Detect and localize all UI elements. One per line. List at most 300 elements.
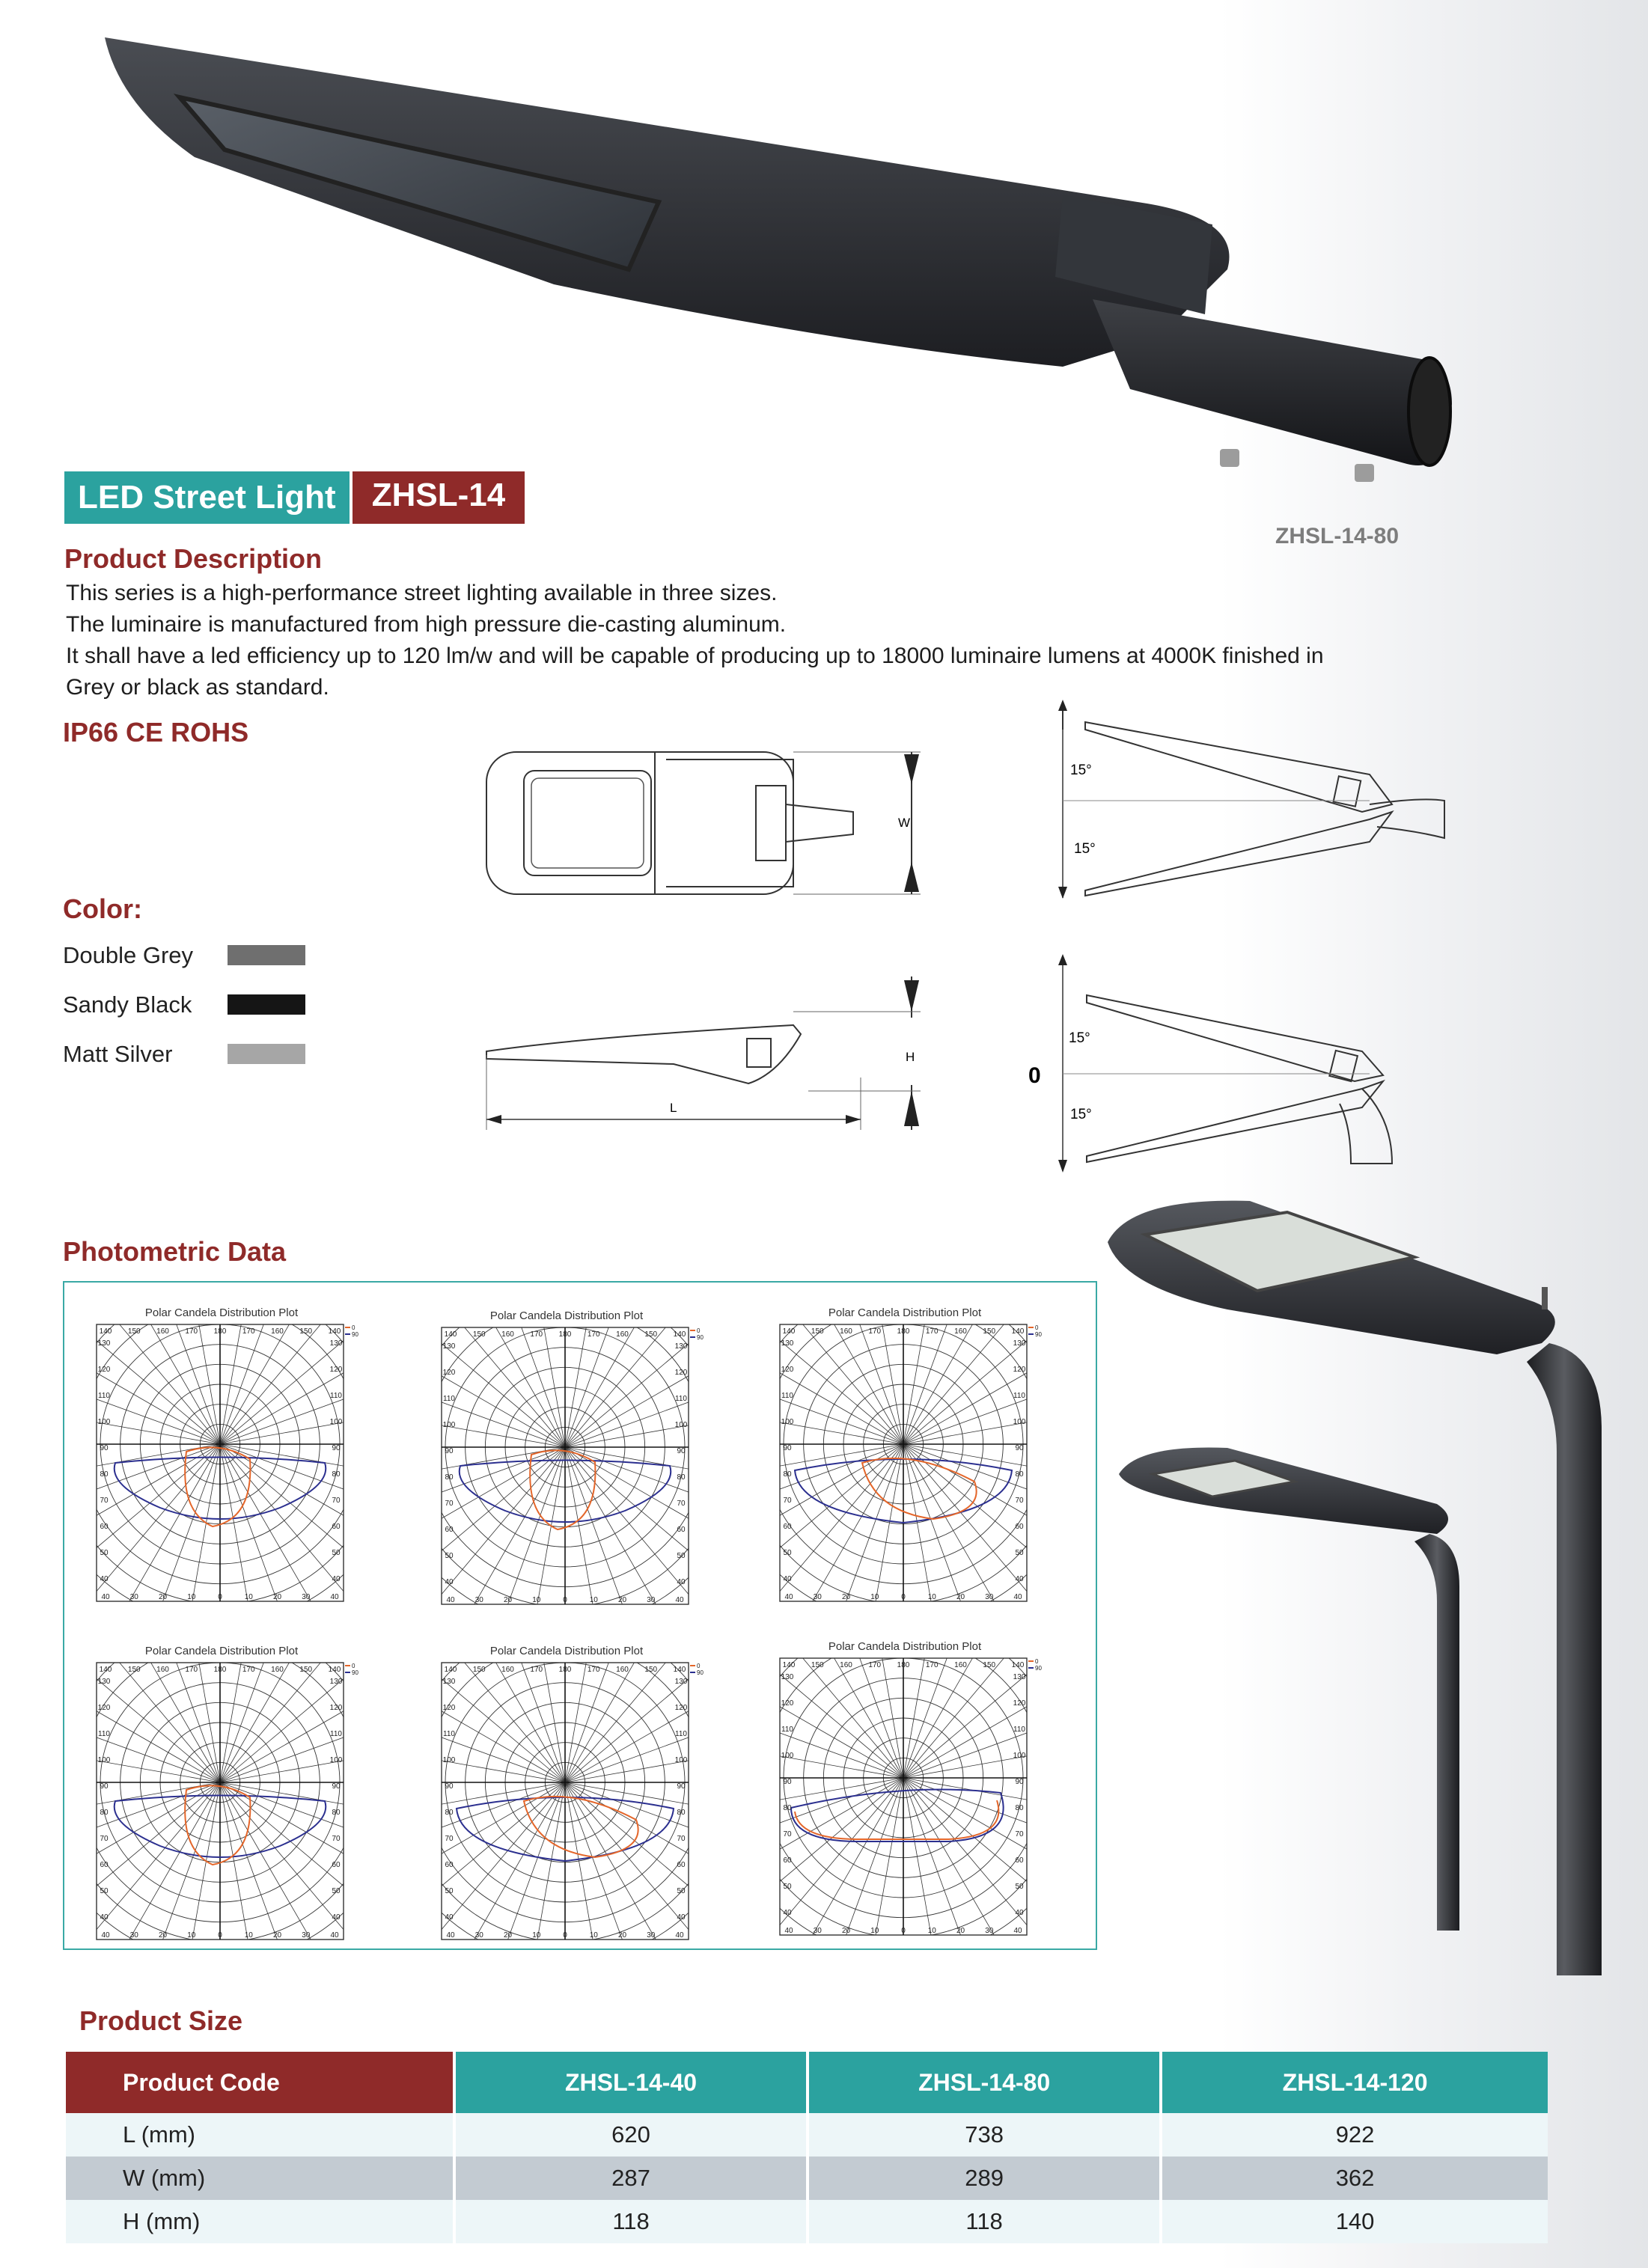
angle-label-left: 110 <box>98 1392 110 1400</box>
angle-label-bottom: 20 <box>272 1931 282 1940</box>
width-dimension-label: W <box>898 816 911 830</box>
table-cell: 738 <box>809 2113 1159 2157</box>
polar-grid <box>774 1318 1042 1610</box>
table-cell: 287 <box>456 2157 806 2200</box>
color-heading: Color: <box>63 893 142 924</box>
angle-label-top: 140 <box>444 1330 457 1339</box>
column-header: ZHSL-14-120 <box>1162 2052 1548 2113</box>
angle-label-top: 160 <box>616 1666 629 1674</box>
angle-label-right: 70 <box>1015 1830 1024 1838</box>
angle-label-left: 50 <box>783 1549 792 1557</box>
angle-label-top: 170 <box>925 1661 939 1669</box>
angle-label-left: 100 <box>781 1418 794 1426</box>
angle-label-right: 50 <box>677 1552 686 1560</box>
side-view-drawing <box>479 973 928 1137</box>
angle-label-bottom: 40 <box>1013 1927 1022 1935</box>
row-label: W (mm) <box>66 2157 453 2200</box>
angle-label-left: 130 <box>781 1673 794 1681</box>
angle-label-right: 40 <box>1015 1575 1024 1583</box>
angle-label-top: 160 <box>840 1661 852 1669</box>
angle-label-right: 110 <box>675 1395 687 1403</box>
polar-plot-title: Polar Candela Distribution Plot <box>489 1645 644 1657</box>
table-cell: 620 <box>456 2113 806 2157</box>
height-dimension-label: H <box>906 1050 915 1064</box>
angle-label-top: 160 <box>271 1666 284 1674</box>
angle-label-bottom: 30 <box>474 1596 483 1604</box>
row-label: L (mm) <box>66 2113 453 2157</box>
angle-label-bottom: 10 <box>244 1593 253 1601</box>
angle-label-top: 150 <box>299 1327 313 1336</box>
angle-label-bottom: 10 <box>532 1931 541 1940</box>
angle-label-top: 170 <box>587 1666 600 1674</box>
angle-label-top: 150 <box>811 1327 824 1336</box>
legend-label: 0 <box>1035 1658 1039 1665</box>
polar-plot-title: Polar Candela Distribution Plot <box>144 1306 299 1319</box>
angle-label-left: 60 <box>100 1523 109 1531</box>
product-description-text <box>66 578 1488 703</box>
angle-label-left: 130 <box>97 1339 111 1348</box>
angle-label-top: 140 <box>782 1327 796 1336</box>
angle-label-right: 40 <box>1015 1909 1024 1917</box>
tilt-down-angle-2: 15° <box>1070 1107 1092 1122</box>
angle-label-left: 80 <box>100 1809 109 1817</box>
angle-label-bottom: 40 <box>675 1596 684 1604</box>
angle-label-top: 150 <box>983 1327 996 1336</box>
legend-label: 0 <box>352 1324 355 1331</box>
angle-label-right: 130 <box>674 1342 688 1351</box>
angle-label-bottom: 10 <box>244 1931 253 1940</box>
legend-label: 90 <box>1035 1331 1042 1338</box>
angle-label-bottom: 10 <box>187 1593 196 1601</box>
angle-label-left: 50 <box>783 1883 792 1891</box>
photometric-heading: Photometric Data <box>63 1236 287 1267</box>
angle-label-right: 120 <box>329 1704 343 1712</box>
angle-label-right: 80 <box>1015 1804 1024 1812</box>
angle-label-left: 50 <box>100 1549 109 1557</box>
angle-label-top: 160 <box>954 1661 967 1669</box>
angle-label-right: 120 <box>674 1704 688 1712</box>
tilt-angle-drawing-alt <box>1018 954 1437 1179</box>
angle-label-bottom: 30 <box>302 1593 311 1601</box>
color-option-sandy-black <box>63 991 192 1018</box>
angle-label-right: 90 <box>677 1447 686 1455</box>
angle-label-left: 60 <box>783 1523 792 1531</box>
angle-label-right: 120 <box>329 1366 343 1374</box>
angle-label-top: 140 <box>673 1330 686 1339</box>
angle-label-right: 90 <box>677 1782 686 1791</box>
angle-label-left: 120 <box>442 1369 456 1377</box>
color-swatch-sandy-black <box>228 994 305 1015</box>
table-cell: 118 <box>456 2200 806 2243</box>
angle-label-bottom: 40 <box>446 1596 455 1604</box>
angle-label-left: 120 <box>442 1704 456 1712</box>
angle-label-left: 110 <box>98 1730 110 1738</box>
polar-grid <box>91 1657 358 1948</box>
description-line: This series is a high-performance street lighting available in three sizes. <box>66 581 778 605</box>
angle-label-bottom: 30 <box>647 1931 656 1940</box>
angle-label-left: 40 <box>445 1913 454 1922</box>
angle-label-left: 110 <box>443 1730 455 1738</box>
angle-label-right: 130 <box>674 1678 688 1686</box>
angle-label-right: 40 <box>677 1578 686 1586</box>
angle-label-left: 120 <box>97 1704 111 1712</box>
angle-label-left: 120 <box>781 1366 794 1374</box>
tilt-angle-drawing <box>1048 700 1467 909</box>
angle-label-bottom: 30 <box>474 1931 483 1940</box>
angle-label-bottom: 40 <box>784 1593 793 1601</box>
polar-plot-6 <box>774 1640 1042 1947</box>
product-size-table <box>63 2052 1551 2243</box>
angle-label-top: 180 <box>558 1666 572 1674</box>
angle-label-bottom: 10 <box>927 1927 936 1935</box>
table-cell: 118 <box>809 2200 1159 2243</box>
angle-label-bottom: 40 <box>446 1931 455 1940</box>
angle-label-top: 160 <box>501 1666 514 1674</box>
angle-label-left: 60 <box>100 1861 109 1869</box>
table-cell: 289 <box>809 2157 1159 2200</box>
angle-label-right: 110 <box>330 1392 342 1400</box>
angle-label-top: 170 <box>185 1666 198 1674</box>
angle-label-bottom: 0 <box>901 1593 906 1601</box>
angle-label-left: 100 <box>442 1421 456 1429</box>
angle-label-left: 70 <box>783 1830 792 1838</box>
angle-label-bottom: 40 <box>675 1931 684 1940</box>
angle-label-top: 170 <box>530 1330 543 1339</box>
angle-label-top: 160 <box>840 1327 852 1336</box>
angle-label-right: 100 <box>1013 1752 1026 1760</box>
angle-label-top: 180 <box>213 1327 227 1336</box>
polar-plot-title: Polar Candela Distribution Plot <box>828 1640 982 1653</box>
angle-label-left: 40 <box>100 1913 109 1922</box>
angle-label-right: 110 <box>675 1730 687 1738</box>
angle-label-top: 150 <box>299 1666 313 1674</box>
angle-label-bottom: 30 <box>129 1593 138 1601</box>
polar-grid <box>436 1321 704 1613</box>
angle-label-left: 80 <box>445 1809 454 1817</box>
description-line: It shall have a led efficiency up to 120 lm/w and will be capable of producing up to 18000 luminaire lumens at 4000K finished in <box>66 644 1324 668</box>
legend-label: 0 <box>352 1663 355 1669</box>
polar-plot-title: Polar Candela Distribution Plot <box>144 1645 299 1657</box>
angle-label-left: 120 <box>97 1366 111 1374</box>
description-line: The luminaire is manufactured from high pressure die-casting aluminum. <box>66 612 787 637</box>
length-dimension-label: L <box>670 1101 677 1115</box>
angle-label-left: 40 <box>783 1575 792 1583</box>
angle-label-right: 80 <box>1015 1470 1024 1479</box>
angle-label-bottom: 0 <box>218 1593 222 1601</box>
angle-label-top: 170 <box>868 1327 882 1336</box>
angle-label-right: 100 <box>674 1421 688 1429</box>
polar-grid <box>91 1318 358 1610</box>
angle-label-top: 170 <box>185 1327 198 1336</box>
angle-label-right: 60 <box>332 1861 341 1869</box>
angle-label-right: 100 <box>674 1756 688 1764</box>
angle-label-top: 180 <box>897 1661 910 1669</box>
angle-label-left: 110 <box>781 1392 793 1400</box>
tilt-up-angle: 15° <box>1070 762 1092 778</box>
angle-label-top: 140 <box>1011 1327 1025 1336</box>
column-header: ZHSL-14-80 <box>809 2052 1159 2113</box>
angle-label-bottom: 20 <box>503 1931 513 1940</box>
angle-label-bottom: 30 <box>813 1927 822 1935</box>
angle-label-right: 80 <box>332 1809 341 1817</box>
angle-label-left: 90 <box>100 1444 109 1452</box>
angle-label-right: 100 <box>329 1418 343 1426</box>
polar-grid <box>436 1657 704 1948</box>
angle-label-left: 100 <box>97 1756 111 1764</box>
angle-label-right: 130 <box>329 1339 343 1348</box>
angle-label-left: 60 <box>445 1526 454 1534</box>
table-cell: 362 <box>1162 2157 1548 2200</box>
angle-label-bottom: 30 <box>985 1927 994 1935</box>
angle-label-right: 70 <box>677 1500 686 1508</box>
legend-label: 90 <box>352 1669 358 1676</box>
angle-label-bottom: 10 <box>870 1593 879 1601</box>
angle-label-top: 140 <box>782 1661 796 1669</box>
table-row <box>66 2200 1548 2243</box>
angle-label-left: 130 <box>442 1678 456 1686</box>
legend-label: 90 <box>352 1331 358 1338</box>
angle-label-right: 50 <box>1015 1549 1024 1557</box>
angle-label-top: 170 <box>530 1666 543 1674</box>
zero-reference-label: 0 <box>1028 1063 1041 1088</box>
angle-label-bottom: 40 <box>784 1927 793 1935</box>
table-cell: 922 <box>1162 2113 1548 2157</box>
column-header: Product Code <box>66 2052 453 2113</box>
product-code-title: ZHSL-14 <box>353 471 525 524</box>
angle-label-left: 90 <box>100 1782 109 1791</box>
angle-label-right: 50 <box>677 1887 686 1895</box>
angle-label-left: 70 <box>783 1497 792 1505</box>
color-option-double-grey <box>63 942 193 969</box>
angle-label-right: 60 <box>1015 1856 1024 1865</box>
angle-label-right: 80 <box>677 1809 686 1817</box>
color-swatch-matt-silver <box>228 1044 305 1064</box>
angle-label-right: 100 <box>1013 1418 1026 1426</box>
angle-label-bottom: 20 <box>272 1593 282 1601</box>
angle-label-top: 140 <box>99 1666 112 1674</box>
angle-label-right: 60 <box>332 1523 341 1531</box>
angle-label-top: 140 <box>99 1327 112 1336</box>
angle-label-bottom: 20 <box>503 1596 513 1604</box>
angle-label-top: 140 <box>1011 1661 1025 1669</box>
angle-label-left: 60 <box>783 1856 792 1865</box>
angle-label-left: 110 <box>443 1395 455 1403</box>
angle-label-left: 80 <box>445 1473 454 1482</box>
polar-plot-1 <box>91 1306 358 1613</box>
angle-label-left: 50 <box>100 1887 109 1895</box>
angle-label-top: 180 <box>897 1327 910 1336</box>
polar-plot-title: Polar Candela Distribution Plot <box>828 1306 982 1319</box>
angle-label-right: 110 <box>1013 1726 1025 1734</box>
angle-label-bottom: 20 <box>158 1931 168 1940</box>
angle-label-left: 90 <box>445 1782 454 1791</box>
tilt-down-angle: 15° <box>1074 841 1096 857</box>
angle-label-right: 40 <box>332 1913 341 1922</box>
angle-label-left: 70 <box>100 1497 109 1505</box>
column-header: ZHSL-14-40 <box>456 2052 806 2113</box>
angle-label-bottom: 40 <box>330 1931 339 1940</box>
angle-label-top: 160 <box>156 1327 169 1336</box>
angle-label-bottom: 30 <box>985 1593 994 1601</box>
angle-label-left: 100 <box>442 1756 456 1764</box>
angle-label-left: 50 <box>445 1552 454 1560</box>
angle-label-bottom: 20 <box>956 1927 965 1935</box>
angle-label-right: 90 <box>332 1782 341 1791</box>
title-bar <box>64 471 525 524</box>
angle-label-left: 90 <box>783 1444 792 1452</box>
angle-label-left: 40 <box>445 1578 454 1586</box>
angle-label-top: 150 <box>983 1661 996 1669</box>
polar-plot-2 <box>436 1309 704 1616</box>
polar-plot-3 <box>774 1306 1042 1613</box>
angle-label-bottom: 0 <box>563 1931 567 1940</box>
angle-label-left: 70 <box>445 1835 454 1843</box>
angle-label-left: 80 <box>100 1470 109 1479</box>
table-header-row <box>66 2052 1548 2113</box>
angle-label-top: 160 <box>271 1327 284 1336</box>
angle-label-top: 140 <box>444 1666 457 1674</box>
angle-label-top: 150 <box>644 1666 658 1674</box>
angle-label-left: 130 <box>781 1339 794 1348</box>
angle-label-bottom: 20 <box>617 1931 627 1940</box>
angle-label-right: 100 <box>329 1756 343 1764</box>
legend-label: 0 <box>1035 1324 1039 1331</box>
angle-label-bottom: 0 <box>218 1931 222 1940</box>
angle-label-top: 170 <box>242 1666 255 1674</box>
top-view-drawing <box>479 741 928 913</box>
angle-label-left: 70 <box>445 1500 454 1508</box>
hero-caption: ZHSL-14-80 <box>1275 524 1400 548</box>
angle-label-bottom: 10 <box>927 1593 936 1601</box>
angle-label-left: 120 <box>781 1699 794 1708</box>
color-swatch-double-grey <box>228 945 305 965</box>
angle-label-top: 150 <box>127 1666 141 1674</box>
angle-label-left: 90 <box>445 1447 454 1455</box>
angle-label-bottom: 40 <box>101 1931 110 1940</box>
angle-label-bottom: 20 <box>158 1593 168 1601</box>
angle-label-bottom: 20 <box>956 1593 965 1601</box>
legend-label: 0 <box>697 1327 701 1334</box>
angle-label-right: 110 <box>330 1730 342 1738</box>
angle-label-top: 140 <box>328 1666 341 1674</box>
table-row <box>66 2113 1548 2157</box>
angle-label-top: 170 <box>587 1330 600 1339</box>
angle-label-left: 40 <box>783 1909 792 1917</box>
legend-label: 90 <box>697 1334 704 1341</box>
angle-label-right: 120 <box>674 1369 688 1377</box>
angle-label-bottom: 20 <box>841 1927 851 1935</box>
angle-label-right: 130 <box>1013 1673 1026 1681</box>
angle-label-right: 70 <box>332 1835 341 1843</box>
angle-label-top: 140 <box>328 1327 341 1336</box>
angle-label-top: 160 <box>954 1327 967 1336</box>
hero-luminaire-image <box>90 15 1467 494</box>
angle-label-bottom: 40 <box>1013 1593 1022 1601</box>
angle-label-right: 60 <box>677 1526 686 1534</box>
angle-label-bottom: 30 <box>647 1596 656 1604</box>
angle-label-right: 60 <box>677 1861 686 1869</box>
angle-label-left: 90 <box>783 1778 792 1786</box>
polar-plot-5 <box>436 1645 704 1951</box>
row-label: H (mm) <box>66 2200 453 2243</box>
angle-label-right: 70 <box>1015 1497 1024 1505</box>
angle-label-right: 60 <box>1015 1523 1024 1531</box>
table-row <box>66 2157 1548 2200</box>
product-description-heading: Product Description <box>64 543 323 574</box>
angle-label-bottom: 10 <box>589 1931 598 1940</box>
angle-label-left: 80 <box>783 1470 792 1479</box>
angle-label-right: 110 <box>1013 1392 1025 1400</box>
angle-label-bottom: 30 <box>129 1931 138 1940</box>
angle-label-top: 150 <box>644 1330 658 1339</box>
street-light-installation-image <box>1108 1182 1648 1975</box>
angle-label-bottom: 20 <box>617 1596 627 1604</box>
photometric-panel <box>63 1281 1097 1950</box>
angle-label-left: 70 <box>100 1835 109 1843</box>
angle-label-top: 160 <box>156 1666 169 1674</box>
legend-label: 90 <box>697 1669 704 1676</box>
angle-label-right: 80 <box>677 1473 686 1482</box>
angle-label-top: 150 <box>472 1666 486 1674</box>
angle-label-right: 70 <box>332 1497 341 1505</box>
angle-label-top: 170 <box>868 1661 882 1669</box>
angle-label-top: 160 <box>501 1330 514 1339</box>
angle-label-bottom: 0 <box>901 1927 906 1935</box>
certifications: IP66 CE ROHS <box>63 717 249 748</box>
angle-label-top: 150 <box>127 1327 141 1336</box>
angle-label-bottom: 40 <box>101 1593 110 1601</box>
angle-label-bottom: 10 <box>187 1931 196 1940</box>
legend-label: 90 <box>1035 1665 1042 1672</box>
angle-label-right: 90 <box>332 1444 341 1452</box>
angle-label-bottom: 10 <box>870 1927 879 1935</box>
product-series-title: LED Street Light <box>64 471 350 524</box>
angle-label-left: 60 <box>445 1861 454 1869</box>
angle-label-left: 100 <box>97 1418 111 1426</box>
angle-label-bottom: 0 <box>563 1596 567 1604</box>
angle-label-top: 140 <box>673 1666 686 1674</box>
angle-label-left: 130 <box>97 1678 111 1686</box>
angle-label-bottom: 10 <box>532 1596 541 1604</box>
polar-plot-4 <box>91 1645 358 1951</box>
angle-label-left: 80 <box>783 1804 792 1812</box>
angle-label-left: 110 <box>781 1726 793 1734</box>
angle-label-bottom: 10 <box>589 1596 598 1604</box>
angle-label-right: 120 <box>1013 1366 1026 1374</box>
polar-plot-title: Polar Candela Distribution Plot <box>489 1309 644 1322</box>
angle-label-top: 180 <box>558 1330 572 1339</box>
color-option-matt-silver <box>63 1041 172 1068</box>
angle-label-bottom: 20 <box>841 1593 851 1601</box>
angle-label-right: 70 <box>677 1835 686 1843</box>
angle-label-right: 90 <box>1015 1778 1024 1786</box>
angle-label-left: 100 <box>781 1752 794 1760</box>
angle-label-right: 50 <box>332 1887 341 1895</box>
angle-label-right: 40 <box>677 1913 686 1922</box>
color-label: Sandy Black <box>63 991 192 1018</box>
angle-label-left: 40 <box>100 1575 109 1583</box>
angle-label-right: 90 <box>1015 1444 1024 1452</box>
angle-label-right: 130 <box>1013 1339 1026 1348</box>
angle-label-right: 80 <box>332 1470 341 1479</box>
angle-label-bottom: 30 <box>302 1931 311 1940</box>
angle-label-top: 160 <box>616 1330 629 1339</box>
angle-label-left: 130 <box>442 1342 456 1351</box>
angle-label-top: 180 <box>213 1666 227 1674</box>
angle-label-bottom: 40 <box>330 1593 339 1601</box>
tilt-up-angle-2: 15° <box>1069 1030 1090 1046</box>
polar-grid <box>774 1652 1042 1944</box>
